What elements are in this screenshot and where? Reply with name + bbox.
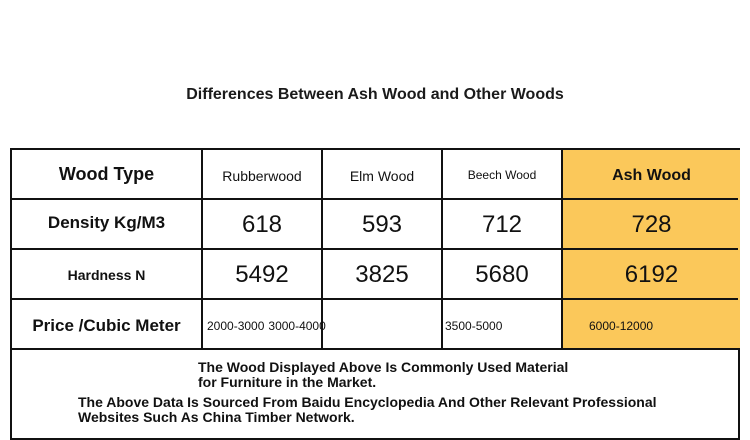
density-beech-wood: 712 <box>481 211 523 238</box>
hardness-elm-wood: 3825 <box>355 261 409 288</box>
hardness-rubberwood: 5492 <box>235 261 289 288</box>
density-elm-wood: 593 <box>361 211 403 238</box>
price-beech-wood: 3500-5000 <box>445 319 503 333</box>
footnote-data-source-line1: The Above Data Is Sourced From Baidu Encyclopedia And Other Relevant Professional <box>78 394 657 410</box>
header-beech-wood: Beech Wood <box>467 168 537 182</box>
footnote-common-material-line1: The Wood Displayed Above Is Commonly Used Material <box>198 359 569 375</box>
price-rubberwood-high: 3000-4000 <box>268 319 326 333</box>
row-label-hardness: Hardness N <box>67 267 146 283</box>
density-ash-wood: 728 <box>631 211 672 238</box>
price-ash-wood: 6000-12000 <box>589 319 654 333</box>
price-rubberwood-low: 2000-3000 <box>207 319 265 333</box>
row-label-density: Density Kg/M3 <box>47 213 166 232</box>
row-label-price: Price /Cubic Meter <box>32 316 181 335</box>
header-ash-wood: Ash Wood <box>612 167 691 184</box>
header-wood-type: Wood Type <box>58 163 155 184</box>
price-rubberwood <box>203 300 333 352</box>
hardness-ash-wood: 6192 <box>624 261 679 288</box>
footnote-common-material <box>198 360 568 390</box>
footnote-data-source <box>78 395 657 425</box>
hardness-beech-wood: 5680 <box>475 261 529 288</box>
density-rubberwood: 618 <box>241 211 283 238</box>
header-elm-wood: Elm Wood <box>349 168 415 184</box>
page-title: Differences Between Ash Wood and Other Woods <box>186 86 564 103</box>
header-rubberwood: Rubberwood <box>222 168 302 184</box>
footnote-data-source-line2: Websites Such As China Timber Network. <box>78 409 355 425</box>
footnote-common-material-line2: for Furniture in the Market. <box>198 374 377 390</box>
